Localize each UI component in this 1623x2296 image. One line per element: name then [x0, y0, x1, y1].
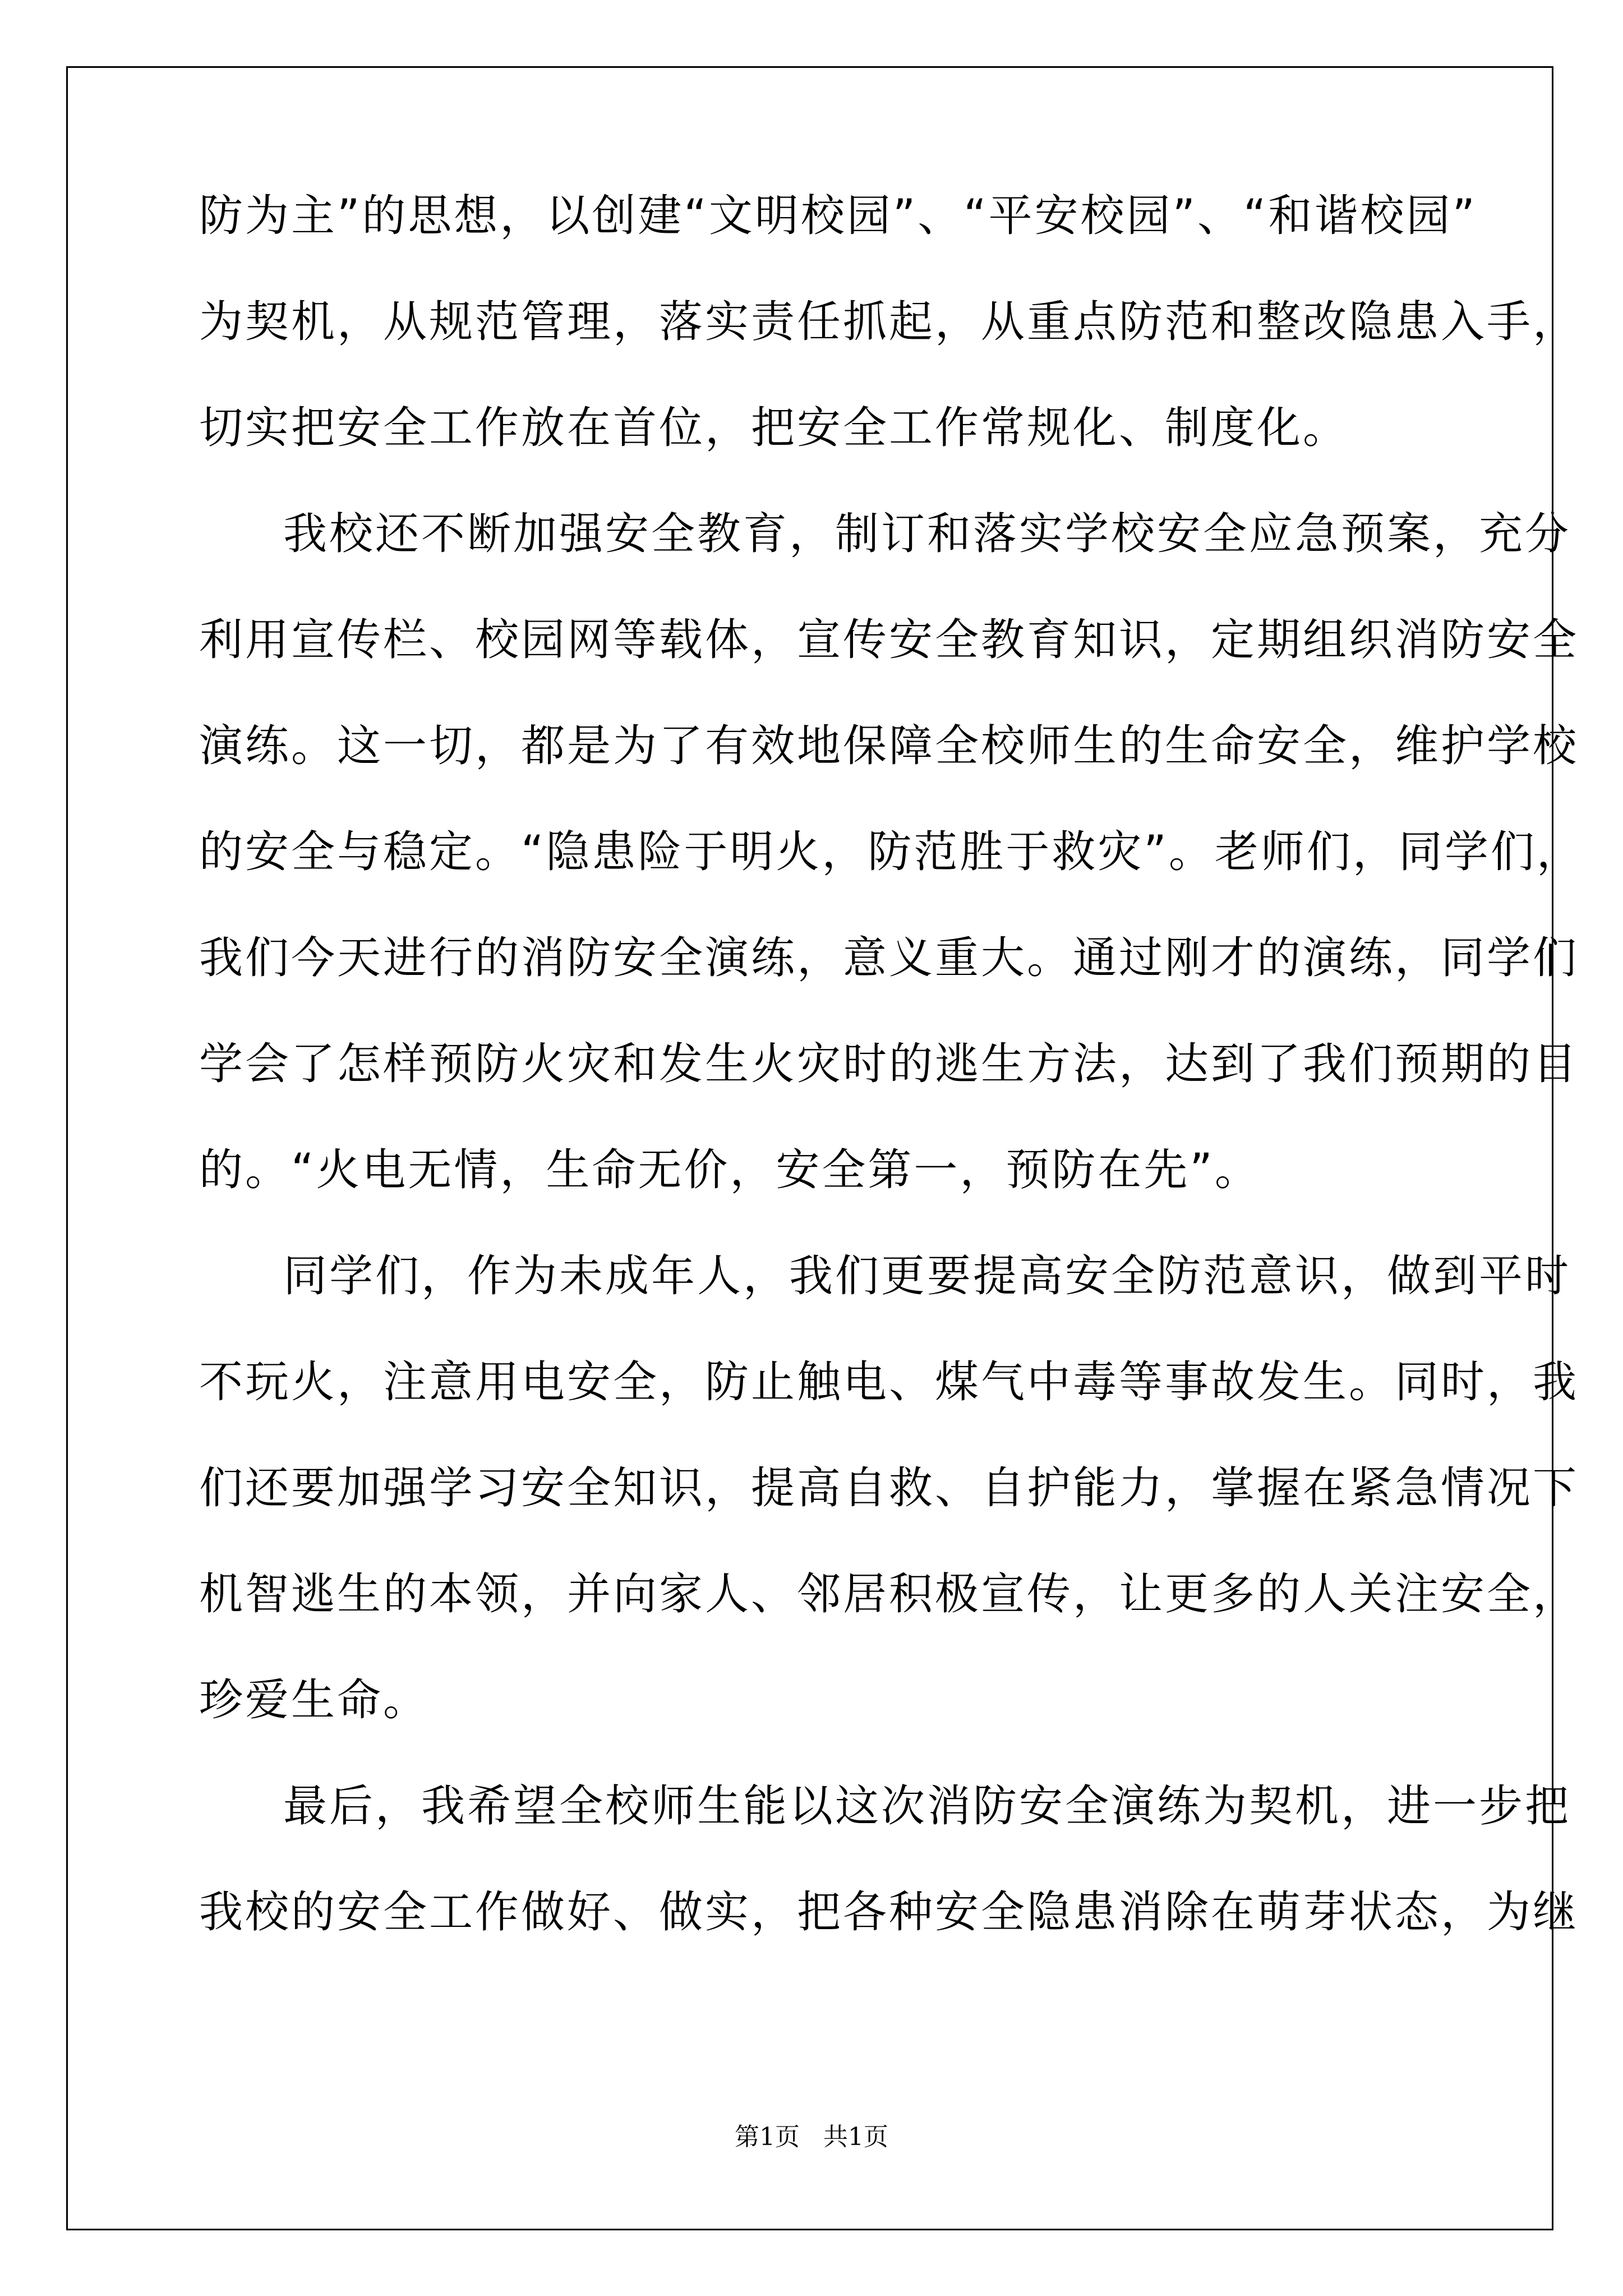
paragraph-first-line: 最后，我希望全校师生能以这次消防安全演练为契机，进一步把	[283, 1781, 1571, 1832]
body-text-line: 为契机，从规范管理，落实责任抓起，从重点防范和整改隐患入手，	[199, 297, 1579, 347]
body-text-line: 我们今天进行的消防安全演练，意义重大。通过刚才的演练，同学们	[199, 933, 1579, 983]
body-text-line: 不玩火，注意用电安全，防止触电、煤气中毒等事故发生。同时，我	[199, 1357, 1579, 1407]
body-text-line: 机智逃生的本领，并向家人、邻居积极宣传，让更多的人关注安全，	[199, 1569, 1579, 1619]
paragraph-first-line: 同学们，作为未成年人，我们更要提高安全防范意识，做到平时	[283, 1251, 1571, 1301]
body-text-line: 的安全与稳定。“隐患险于明火，防范胜于救灾”。老师们，同学们，	[199, 827, 1583, 877]
body-text-line: 我校的安全工作做好、做实，把各种安全隐患消除在萌芽状态，为继	[199, 1887, 1579, 1938]
page-footer: 第1页 共1页	[735, 2123, 888, 2151]
body-text-line: 切实把安全工作放在首位，把安全工作常规化、制度化。	[199, 403, 1349, 453]
body-text-line: 学会了怎样预防火灾和发生火灾时的逃生方法，达到了我们预期的目	[199, 1039, 1579, 1089]
body-text-line: 演练。这一切，都是为了有效地保障全校师生的生命安全，维护学校	[199, 721, 1579, 771]
body-text-line: 们还要加强学习安全知识，提高自救、自护能力，掌握在紧急情况下	[199, 1463, 1579, 1513]
body-text-line: 利用宣传栏、校园网等载体，宣传安全教育知识，定期组织消防安全	[199, 615, 1579, 665]
body-text-line: 的。“火电无情，生命无价，安全第一，预防在先”。	[199, 1145, 1261, 1195]
paragraph-first-line: 我校还不断加强安全教育，制订和落实学校安全应急预案，充分	[283, 509, 1571, 559]
body-text-line: 珍爱生命。	[199, 1675, 430, 1726]
body-text-line: 防为主”的思想，以创建“文明校园”、“平安校园”、“和谐校园”	[199, 191, 1477, 241]
